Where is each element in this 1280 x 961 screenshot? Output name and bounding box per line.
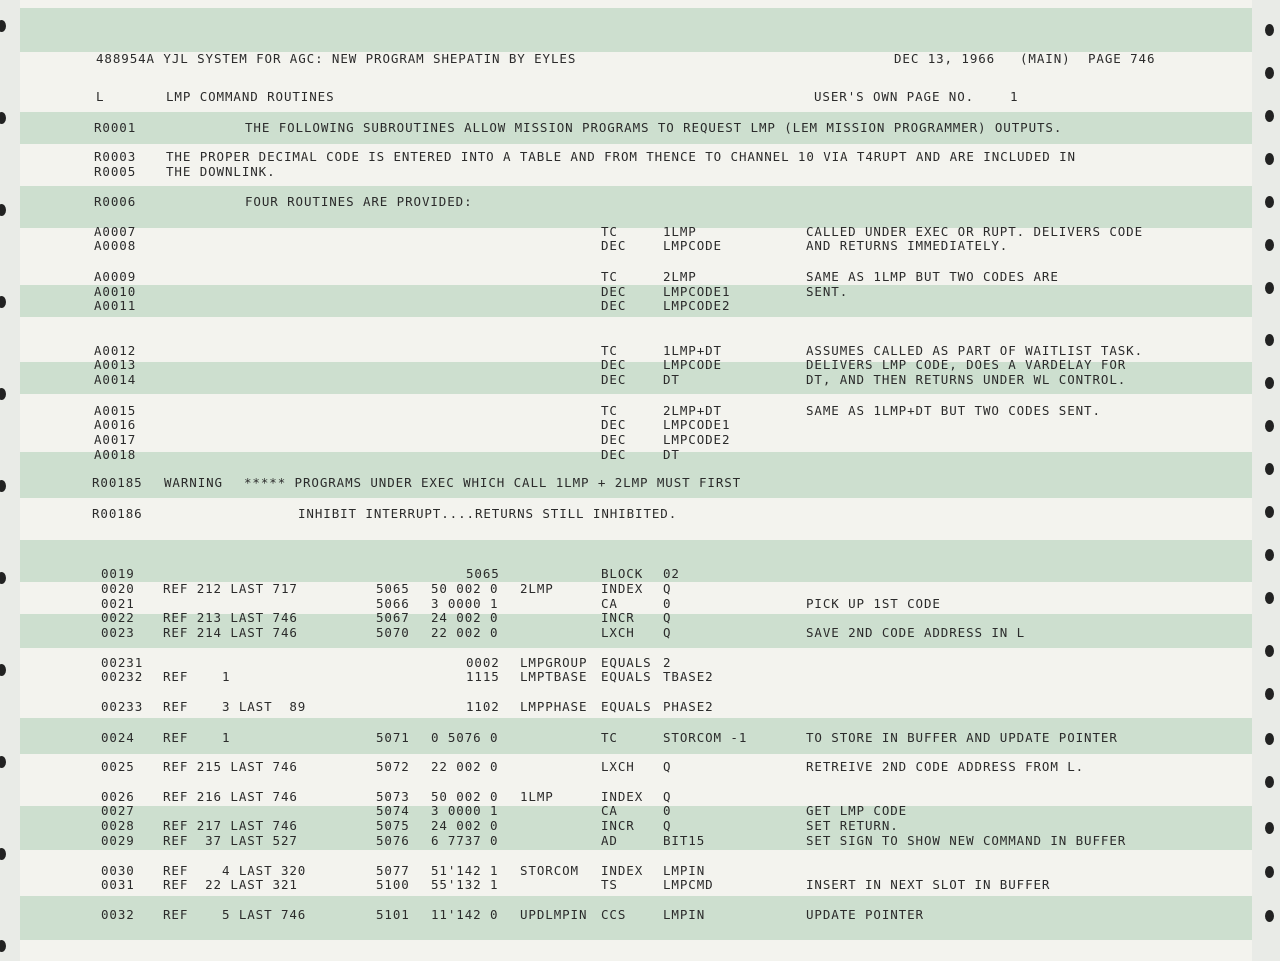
usage-remark: ASSUMES CALLED AS PART OF WAITLIST TASK. — [806, 343, 1144, 358]
feed-hole — [1265, 910, 1274, 922]
feed-hole — [0, 204, 6, 216]
opcode: LXCH — [601, 759, 635, 774]
feed-hole — [1265, 110, 1274, 122]
tractor-holes-right — [1260, 0, 1280, 961]
usage-remark: SENT. — [806, 284, 849, 299]
opcode: TC — [601, 730, 618, 745]
page-number: PAGE 746 — [1088, 51, 1156, 66]
octal-word: 5065 — [466, 566, 500, 581]
feed-hole — [1265, 463, 1274, 475]
octal-word: 50 002 0 — [431, 581, 499, 596]
usage-id: A0011 — [94, 298, 137, 313]
comment-id: R0005 — [94, 164, 137, 179]
usage-op: DEC — [601, 284, 627, 299]
octal-word: 0 5076 0 — [431, 730, 499, 745]
tractor-holes-left — [0, 0, 20, 961]
opcode: INDEX — [601, 789, 644, 804]
warning-text: ***** PROGRAMS UNDER EXEC WHICH CALL 1LMP + 2LMP MUST FIRST — [244, 475, 742, 490]
operand: LMPIN — [663, 863, 706, 878]
xref: REF 212 LAST 717 — [163, 581, 298, 596]
code-label: STORCOM — [520, 863, 579, 878]
comment-text: THE DOWNLINK. — [166, 164, 276, 179]
line-number: 0025 — [101, 759, 135, 774]
operand: 0 — [663, 803, 672, 818]
usage-op: DEC — [601, 447, 627, 462]
usage-remark: DELIVERS LMP CODE, DOES A VARDELAY FOR — [806, 357, 1127, 372]
usage-id: A0009 — [94, 269, 137, 284]
feed-hole — [1265, 688, 1274, 700]
operand: STORCOM -1 — [663, 730, 748, 745]
usage-id: A0007 — [94, 224, 137, 239]
opcode: INDEX — [601, 581, 644, 596]
opcode: BLOCK — [601, 566, 644, 581]
octal-word: 0002 — [466, 655, 500, 670]
address: 5067 — [376, 610, 410, 625]
usage-arg: DT — [663, 372, 680, 387]
operand: 2 — [663, 655, 672, 670]
opcode: EQUALS — [601, 699, 652, 714]
listing-section: (MAIN) — [1020, 51, 1071, 66]
line-number: 0021 — [101, 596, 135, 611]
usage-op: DEC — [601, 372, 627, 387]
operand: TBASE2 — [663, 669, 714, 684]
usage-arg: 1LMP+DT — [663, 343, 722, 358]
octal-word: 24 002 0 — [431, 818, 499, 833]
code-label: UPDLMPIN — [520, 907, 588, 922]
code-remark: TO STORE IN BUFFER AND UPDATE POINTER — [806, 730, 1118, 745]
xref: REF 216 LAST 746 — [163, 789, 298, 804]
usage-remark: AND RETURNS IMMEDIATELY. — [806, 238, 1009, 253]
usage-arg: 1LMP — [663, 224, 697, 239]
operand: Q — [663, 759, 672, 774]
usage-op: TC — [601, 269, 618, 284]
users-page-label: USER'S OWN PAGE NO. — [814, 89, 975, 104]
code-remark: SAVE 2ND CODE ADDRESS IN L — [806, 625, 1026, 640]
feed-hole — [1265, 377, 1274, 389]
comment-id: R0003 — [94, 149, 137, 164]
usage-op: TC — [601, 343, 618, 358]
line-number: 0028 — [101, 818, 135, 833]
xref: REF 213 LAST 746 — [163, 610, 298, 625]
green-band — [20, 186, 1252, 228]
feed-hole — [0, 112, 6, 124]
usage-arg: LMPCODE1 — [663, 417, 731, 432]
feed-hole — [0, 848, 6, 860]
warning-text: INHIBIT INTERRUPT....RETURNS STILL INHIBITED. — [298, 506, 678, 521]
usage-op: TC — [601, 403, 618, 418]
address: 5066 — [376, 596, 410, 611]
address: 5075 — [376, 818, 410, 833]
line-number: 0020 — [101, 581, 135, 596]
xref: REF 5 LAST 746 — [163, 907, 307, 922]
comment-text: FOUR ROUTINES ARE PROVIDED: — [245, 194, 473, 209]
green-band — [20, 8, 1252, 52]
feed-hole — [0, 296, 6, 308]
xref: REF 37 LAST 527 — [163, 833, 298, 848]
code-remark: INSERT IN NEXT SLOT IN BUFFER — [806, 877, 1051, 892]
address: 5100 — [376, 877, 410, 892]
octal-word: 1102 — [466, 699, 500, 714]
octal-word: 11'142 0 — [431, 907, 499, 922]
line-number: 0027 — [101, 803, 135, 818]
feed-hole — [0, 572, 6, 584]
section-letter: L — [96, 89, 105, 104]
code-label: LMPTBASE — [520, 669, 588, 684]
xref: REF 1 — [163, 730, 231, 745]
operand: Q — [663, 789, 672, 804]
usage-arg: LMPCODE — [663, 357, 722, 372]
section-title: LMP COMMAND ROUTINES — [166, 89, 335, 104]
feed-hole — [0, 664, 6, 676]
green-band — [20, 285, 1252, 317]
code-remark: SET RETURN. — [806, 818, 899, 833]
feed-hole — [1265, 822, 1274, 834]
usage-id: A0015 — [94, 403, 137, 418]
usage-id: A0010 — [94, 284, 137, 299]
usage-id: A0014 — [94, 372, 137, 387]
operand: LMPCMD — [663, 877, 714, 892]
usage-id: A0008 — [94, 238, 137, 253]
opcode: INDEX — [601, 863, 644, 878]
usage-arg: LMPCODE2 — [663, 432, 731, 447]
usage-arg: LMPCODE1 — [663, 284, 731, 299]
octal-word: 50 002 0 — [431, 789, 499, 804]
xref: REF 1 — [163, 669, 231, 684]
code-remark: PICK UP 1ST CODE — [806, 596, 941, 611]
usage-op: DEC — [601, 238, 627, 253]
line-number: 0024 — [101, 730, 135, 745]
feed-hole — [0, 756, 6, 768]
line-number: 0029 — [101, 833, 135, 848]
operand: BIT15 — [663, 833, 706, 848]
opcode: CA — [601, 803, 618, 818]
address: 5077 — [376, 863, 410, 878]
feed-hole — [1265, 733, 1274, 745]
code-label: LMPGROUP — [520, 655, 588, 670]
octal-word: 22 002 0 — [431, 759, 499, 774]
xref: REF 215 LAST 746 — [163, 759, 298, 774]
warning-label: WARNING — [164, 475, 223, 490]
xref: REF 3 LAST 89 — [163, 699, 307, 714]
xref: REF 22 LAST 321 — [163, 877, 298, 892]
octal-word: 6 7737 0 — [431, 833, 499, 848]
feed-hole — [1265, 776, 1274, 788]
warning-id: R00186 — [92, 506, 143, 521]
address: 5101 — [376, 907, 410, 922]
listing-date: DEC 13, 1966 — [894, 51, 996, 66]
code-remark: RETREIVE 2ND CODE ADDRESS FROM L. — [806, 759, 1085, 774]
users-page-number: 1 — [1010, 89, 1019, 104]
address: 5076 — [376, 833, 410, 848]
opcode: EQUALS — [601, 655, 652, 670]
octal-word: 55'132 1 — [431, 877, 499, 892]
comment-id: R0001 — [94, 120, 137, 135]
feed-hole — [1265, 239, 1274, 251]
operand: Q — [663, 625, 672, 640]
line-number: 0032 — [101, 907, 135, 922]
feed-hole — [1265, 282, 1274, 294]
octal-word: 24 002 0 — [431, 610, 499, 625]
feed-hole — [1265, 506, 1274, 518]
operand: PHASE2 — [663, 699, 714, 714]
xref: REF 4 LAST 320 — [163, 863, 307, 878]
octal-word: 3 0000 1 — [431, 596, 499, 611]
operand: Q — [663, 581, 672, 596]
address: 5065 — [376, 581, 410, 596]
usage-id: A0012 — [94, 343, 137, 358]
feed-hole — [1265, 67, 1274, 79]
feed-hole — [1265, 24, 1274, 36]
octal-word: 1115 — [466, 669, 500, 684]
operand: 0 — [663, 596, 672, 611]
feed-hole — [1265, 549, 1274, 561]
feed-hole — [0, 480, 6, 492]
usage-id: A0017 — [94, 432, 137, 447]
line-number: 0023 — [101, 625, 135, 640]
usage-remark: SAME AS 1LMP+DT BUT TWO CODES SENT. — [806, 403, 1101, 418]
feed-hole — [1265, 592, 1274, 604]
feed-hole — [1265, 645, 1274, 657]
line-number: 0030 — [101, 863, 135, 878]
feed-hole — [1265, 153, 1274, 165]
opcode: AD — [601, 833, 618, 848]
operand: LMPIN — [663, 907, 706, 922]
usage-op: TC — [601, 224, 618, 239]
line-number: 00233 — [101, 699, 144, 714]
line-number: 0019 — [101, 566, 135, 581]
address: 5070 — [376, 625, 410, 640]
line-number: 00232 — [101, 669, 144, 684]
feed-hole — [0, 940, 6, 952]
xref: REF 217 LAST 746 — [163, 818, 298, 833]
code-remark: UPDATE POINTER — [806, 907, 924, 922]
feed-hole — [0, 20, 6, 32]
usage-op: DEC — [601, 417, 627, 432]
usage-id: A0018 — [94, 447, 137, 462]
code-label: 2LMP — [520, 581, 554, 596]
address: 5072 — [376, 759, 410, 774]
line-number: 0031 — [101, 877, 135, 892]
usage-op: DEC — [601, 432, 627, 447]
opcode: LXCH — [601, 625, 635, 640]
usage-id: A0016 — [94, 417, 137, 432]
feed-hole — [1265, 420, 1274, 432]
operand: 02 — [663, 566, 680, 581]
usage-arg: LMPCODE2 — [663, 298, 731, 313]
feed-hole — [1265, 334, 1274, 346]
opcode: CA — [601, 596, 618, 611]
address: 5071 — [376, 730, 410, 745]
usage-op: DEC — [601, 298, 627, 313]
code-remark: SET SIGN TO SHOW NEW COMMAND IN BUFFER — [806, 833, 1127, 848]
usage-arg: DT — [663, 447, 680, 462]
line-number: 0022 — [101, 610, 135, 625]
octal-word: 22 002 0 — [431, 625, 499, 640]
usage-id: A0013 — [94, 357, 137, 372]
opcode: INCR — [601, 818, 635, 833]
usage-arg: 2LMP+DT — [663, 403, 722, 418]
usage-remark: SAME AS 1LMP BUT TWO CODES ARE — [806, 269, 1059, 284]
opcode: TS — [601, 877, 618, 892]
usage-remark: CALLED UNDER EXEC OR RUPT. DELIVERS CODE — [806, 224, 1144, 239]
address: 5074 — [376, 803, 410, 818]
operand: Q — [663, 818, 672, 833]
operand: Q — [663, 610, 672, 625]
address: 5073 — [376, 789, 410, 804]
feed-hole — [0, 388, 6, 400]
line-number: 00231 — [101, 655, 144, 670]
opcode: CCS — [601, 907, 627, 922]
xref: REF 214 LAST 746 — [163, 625, 298, 640]
opcode: EQUALS — [601, 669, 652, 684]
code-label: 1LMP — [520, 789, 554, 804]
printout-sheet — [20, 0, 1252, 961]
usage-remark: DT, AND THEN RETURNS UNDER WL CONTROL. — [806, 372, 1127, 387]
feed-hole — [1265, 866, 1274, 878]
feed-hole — [1265, 196, 1274, 208]
usage-op: DEC — [601, 357, 627, 372]
opcode: INCR — [601, 610, 635, 625]
line-number: 0026 — [101, 789, 135, 804]
code-label: LMPPHASE — [520, 699, 588, 714]
usage-arg: 2LMP — [663, 269, 697, 284]
warning-id: R00185 — [92, 475, 143, 490]
octal-word: 51'142 1 — [431, 863, 499, 878]
job-header: 488954A YJL SYSTEM FOR AGC: NEW PROGRAM SHEPATIN BY EYLES — [96, 51, 577, 66]
comment-text: THE FOLLOWING SUBROUTINES ALLOW MISSION PROGRAMS TO REQUEST LMP (LEM MISSION PROGRAMMER) OUTPUTS. — [245, 120, 1063, 135]
usage-arg: LMPCODE — [663, 238, 722, 253]
comment-text: THE PROPER DECIMAL CODE IS ENTERED INTO A TABLE AND FROM THENCE TO CHANNEL 10 VIA T4RUPT AND ARE INCLUDED IN — [166, 149, 1076, 164]
comment-id: R0006 — [94, 194, 137, 209]
code-remark: GET LMP CODE — [806, 803, 908, 818]
octal-word: 3 0000 1 — [431, 803, 499, 818]
